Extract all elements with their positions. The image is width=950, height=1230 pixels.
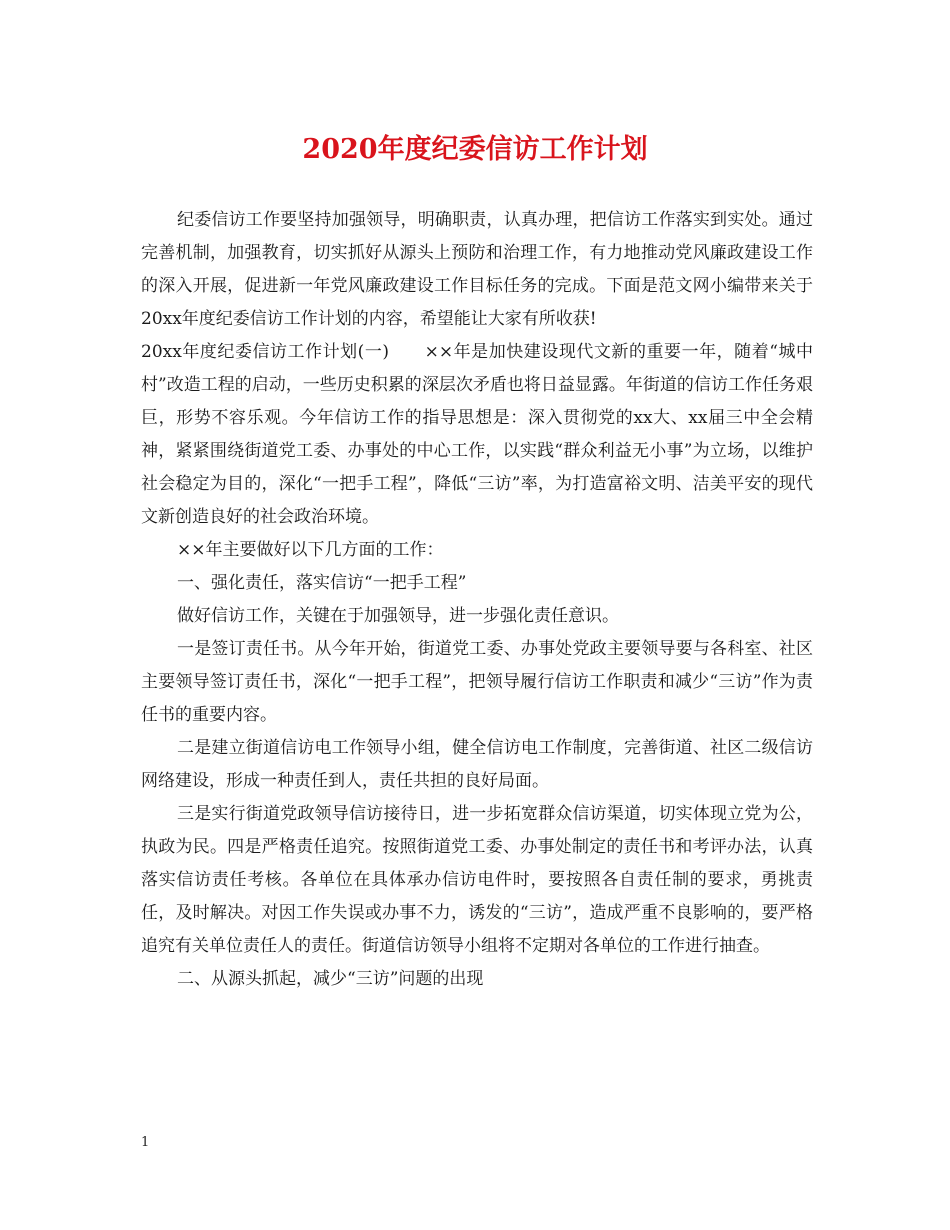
- document-title: 2020年度纪委信访工作计划: [302, 134, 648, 165]
- paragraph-key-leadership: 做好信访工作，关键在于加强领导，进一步强化责任意识。: [177, 606, 619, 626]
- document-body: [141, 204, 813, 996]
- page-number: 1: [141, 1135, 150, 1150]
- paragraph-main-work: ××年主要做好以下几方面的工作：: [177, 540, 444, 560]
- paragraph-responsibility-letter: 一是签订责任书。从今年开始，街道党工委、办事处党政主要领导要与各科室、社区主要领导签订责任书，深化“一把手工程”，把领导履行信访工作职责和减少“三访”作为责任书的重要内容。: [141, 639, 813, 725]
- paragraph-intro: 纪委信访工作要坚持加强领导，明确职责，认真办理，把信访工作落实到实处。通过完善机制，加强教育，切实抓好从源头上预防和治理工作，有力地推动党风廉政建设工作的深入开展，促进新一年党风廉政建设工作目标任务的完成。下面是范文网小编带来关于20xx年度纪委信访工作计划的内容，希望能让大家有所收获!: [141, 210, 813, 329]
- paragraph-leadership-group: 二是建立街道信访电工作领导小组，健全信访电工作制度，完善街道、社区二级信访网络建设，形成一种责任到人，责任共担的良好局面。: [141, 738, 813, 791]
- paragraph-reception-day: 三是实行街道党政领导信访接待日，进一步拓宽群众信访渠道，切实体现立党为公，执政为民。四是严格责任追究。按照街道党工委、办事处制定的责任书和考评办法，认真落实信访责任考核。各单位在具体承办信访电件时，要按照各自责任制的要求，勇挑责任，及时解决。对因工作失误或办事不力，诱发的“三访”，造成严重不良影响的，要严格追究有关单位责任人的责任。街道信访领导小组将不定期对各单位的工作进行抽查。: [141, 804, 813, 956]
- section-heading-two: 二、从源头抓起，减少“三访”问题的出现: [177, 969, 484, 989]
- section-heading-one: 一、强化责任，落实信访“一把手工程”: [177, 573, 467, 593]
- paragraph-plan-one: 20xx年度纪委信访工作计划(一) ××年是加快建设现代文新的重要一年，随着“城中村”改造工程的启动，一些历史积累的深层次矛盾也将日益显露。年街道的信访工作任务艰巨，形势不容乐观。今年信访工作的指导思想是：深入贯彻党的xx大、xx届三中全会精神，紧紧围绕街道党工委、办事处的中心工作，以实践“群众利益无小事”为立场，以维护社会稳定为目的，深化“一把手工程”，降低“三访”率，为打造富裕文明、洁美平安的现代文新创造良好的社会政治环境。: [141, 342, 813, 527]
